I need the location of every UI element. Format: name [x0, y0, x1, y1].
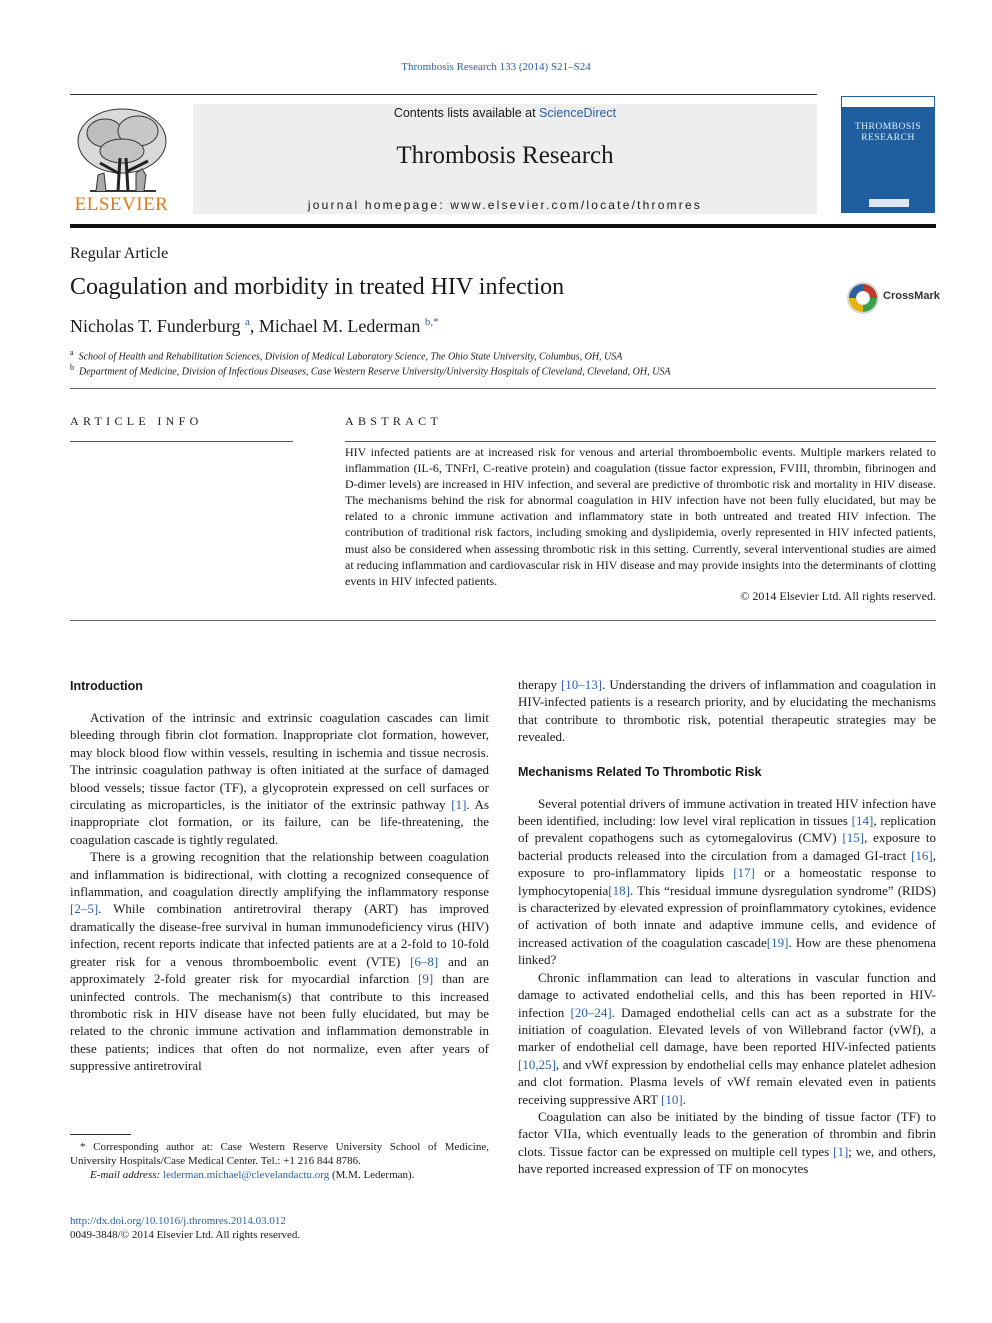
citation-link[interactable]: [10,25]: [518, 1056, 556, 1072]
body-column-left: [70, 676, 489, 1075]
body-paragraph: Chronic inflammation can lead to alterations in vascular function and damage to activated endothelial cells, and this has been reported in HIV-infection [20–24]. Damaged endothelial cells can act as a substrate for the initiation of coagulation. Elevated levels of von Willebrand factor (vWf), a marker of endothelial cell damage, have been reported HIV-infected patients [10,25], and vWf expression by endothelial cells may enhance platelet adhesion and clot formation. Plasma levels of vWf remain elevated even in patients receiving suppressive ART [10].: [518, 969, 936, 1107]
citation-link[interactable]: [2–5]: [70, 901, 99, 917]
issn-copyright: 0049-3848/© 2014 Elsevier Ltd. All rights reserved.: [70, 1229, 301, 1241]
doi-link[interactable]: http://dx.doi.org/10.1016/j.thromres.2014.03.012: [70, 1215, 286, 1227]
section-rule: [70, 620, 936, 621]
citation-link[interactable]: [15]: [842, 830, 865, 846]
cover-top-strip: [841, 96, 935, 108]
citation-link[interactable]: [19]: [766, 934, 789, 950]
body-paragraph: Activation of the intrinsic and extrinsic coagulation cascades can limit bleeding through fibrin clot formation. Inappropriate clot formation, however, may block blood flow within vessels, resulting in ischemia and tissue necrosis. The intrinsic coagulation pathway is often initiated at the surface of damaged blood vessels; tissue factor (TF), a glycoprotein expressed on cell surfaces or circulating as microparticles, is the initiator of the extrinsic pathway [1]. As inappropriate clot formation, or its failure, can be life-threatening, the coagulation cascade is tightly regulated.: [70, 710, 490, 847]
citation-link[interactable]: [1]: [451, 797, 467, 813]
header-thick-rule: [70, 224, 936, 228]
journal-title: Thrombosis Research: [396, 142, 614, 169]
affiliation-text: Department of Medicine, Division of Infectious Diseases, Case Western Reserve University/University Hospitals of Cleveland, Cleveland, OH, USA: [79, 366, 671, 378]
footnote-rule: [70, 1134, 131, 1135]
author-separator: ,: [249, 316, 259, 336]
footnote-email-line: E-mail address: lederman.michael@clevelandactu.org (M.M. Lederman).: [90, 1169, 415, 1182]
elsevier-logo: [70, 103, 173, 215]
abstract-copyright: © 2014 Elsevier Ltd. All rights reserved.: [740, 589, 936, 603]
author-affiliation-mark[interactable]: b,*: [424, 316, 439, 328]
abstract-text: HIV infected patients are at increased risk for venous and arterial thromboembolic events. Multiple markers related to inflammation (IL-6, TNFrI, C-reative protein) and coagulation (tissue factor expression, FVIII, thrombin, fibrinogen and D-dimer levels) are increased in HIV infection, and several are predictive of thrombotic risk and mortality in HIV disease. The mechanisms behind the risk for abnormal coagulation in HIV infection have not been fully elucidated, but may be related to a chronic immune activation and inflammatory state in both untreated and treated HIV infection. The contribution of traditional risk factors, including smoking and dyslipidemia, overly represented in HIV infected patients, must also be considered when assessing thrombotic risk in this setting. Currently, several interventional studies are aimed at reducing inflammation and cardiovascular risk in HIV disease and may provide insights into the determinants of clotting events in HIV infected patients.: [345, 445, 936, 588]
citation-link[interactable]: [14]: [851, 813, 874, 829]
journal-cover[interactable]: [841, 96, 935, 213]
affiliation-a: [70, 348, 622, 362]
footnote-star: *: [80, 1141, 86, 1153]
cover-title: [841, 122, 935, 144]
section-heading-mechanisms: Mechanisms Related To Thrombotic Risk: [518, 764, 762, 779]
body-paragraph: Several potential drivers of immune activation in treated HIV infection have been identified, including: low level viral replication in tissues [14], replication of prevalent copathogens such as cytomegalovirus (CMV) [15], exposure to bacterial products released into the circulation from a damaged GI-tract [16], exposure to pro-inflammatory lipids [17] or a homeostatic response to lymphocytopenia[18]. This “residual immune dysregulation syndrome” (RIDS) is characterized by elevated expression of proinflammatory cytokines, evidence of activation of both innate and adaptive immune cells, and evidence of increased activation of the coagulation cascade[19]. How are these phenomena linked?: [518, 795, 937, 968]
crossmark-badge[interactable]: [846, 281, 940, 315]
cover-title-line2: RESEARCH: [861, 133, 915, 143]
body-column-right: [518, 676, 936, 1178]
section-rule: [70, 388, 936, 389]
crossmark-icon: [846, 281, 880, 315]
affiliation-label: a: [70, 348, 74, 357]
cover-bottom-strip: [869, 199, 909, 207]
citation-link[interactable]: [1]: [833, 1143, 849, 1159]
body-paragraph: There is a growing recognition that the relationship between coagulation and inflammation is bidirectional, with clotting a recognized consequence of inflammation, and coagulation directly amplifying the inflammatory response [2–5]. While combination antiretroviral therapy (ART) has improved dramatically the disease-free survival in human immunodeficiency virus (HIV) infection, recent reports indicate that infected patients are at a 2-fold to 10-fold greater risk for a venous thromboembolic event (VTE) [6–8] and an approximately 2-fold greater risk for myocardial infarction [9] than are uninfected controls. The mechanism(s) that contribute to this increased thrombotic risk in HIV disease have not been fully elucidated, but may be related to the chronic immune activation and inflammation demonstrable in these patients; indices that often do not normalize, even after years of suppressive antiretroviral: [70, 849, 489, 1074]
crossmark-label: CrossMark: [883, 290, 940, 302]
journal-homepage[interactable]: journal homepage: www.elsevier.com/locate/thromres: [307, 198, 703, 212]
corresponding-author-footnote: [70, 1140, 489, 1183]
author-name: Michael M. Lederman: [258, 316, 421, 336]
email-label: E-mail address:: [90, 1169, 161, 1182]
author-email-link[interactable]: lederman.michael@clevelandactu.org: [162, 1169, 330, 1182]
author-affiliation-mark[interactable]: a: [244, 316, 250, 328]
affiliation-text: School of Health and Rehabilitation Sciences, Division of Medical Laboratory Science, The Ohio State University, Columbus, OH, USA: [78, 351, 623, 363]
body-paragraph: Coagulation can also be initiated by the binding of tissue factor (TF) to factor VIIa, which eventually leads to the generation of thrombin and fibrin clots. Tissue factor can be expressed on multiple cell types [1]; we, and others, have reported increased expression of TF on monocytes: [518, 1108, 937, 1177]
abstract-heading: ABSTRACT: [345, 414, 443, 428]
citation-link[interactable]: [10–13]: [560, 677, 603, 692]
citation-link[interactable]: [17]: [733, 865, 755, 881]
citation-link[interactable]: [16]: [911, 847, 933, 863]
article-type: Regular Article: [70, 245, 169, 262]
cover-title-line1: THROMBOSIS: [854, 122, 922, 132]
section-gap: [518, 746, 936, 762]
citation-link[interactable]: [10]: [661, 1091, 683, 1107]
journal-reference[interactable]: Thrombosis Research 133 (2014) S21–S24: [401, 61, 591, 73]
citation-link[interactable]: [6–8]: [410, 953, 439, 969]
article-title: Coagulation and morbidity in treated HIV infection: [70, 274, 565, 300]
header-top-rule: [70, 94, 817, 95]
article-info-heading: ARTICLE INFO: [70, 414, 203, 428]
contents-line: [193, 106, 817, 120]
contents-prefix: Contents lists available at: [393, 106, 540, 120]
author-list: [70, 316, 439, 337]
citation-link[interactable]: [9]: [418, 971, 434, 987]
sciencedirect-link[interactable]: ScienceDirect: [539, 106, 617, 120]
citation-link[interactable]: [20–24]: [570, 1004, 612, 1020]
section-heading-introduction: Introduction: [70, 679, 143, 693]
citation-link[interactable]: [18]: [608, 882, 630, 898]
article-info-rule: [70, 441, 293, 442]
footnote-corresponding: * Corresponding author at: Case Western Reserve University School of Medicine, University Hospitals/Case Medical Center. Tel.: +1 216 844 8786.: [70, 1141, 489, 1168]
abstract-rule: [345, 441, 936, 442]
body-paragraph: therapy [10–13]. Understanding the drivers of inflammation and coagulation in HIV-infected patients is a research priority, and by elucidating the mechanisms that contribute to thrombotic risk, potential therapeutic strategies may be revealed.: [518, 677, 937, 745]
author-name: Nicholas T. Funderburg: [70, 316, 241, 336]
elsevier-wordmark: ELSEVIER: [74, 194, 169, 215]
affiliation-label: b: [70, 363, 74, 372]
affiliation-b: [70, 363, 670, 377]
